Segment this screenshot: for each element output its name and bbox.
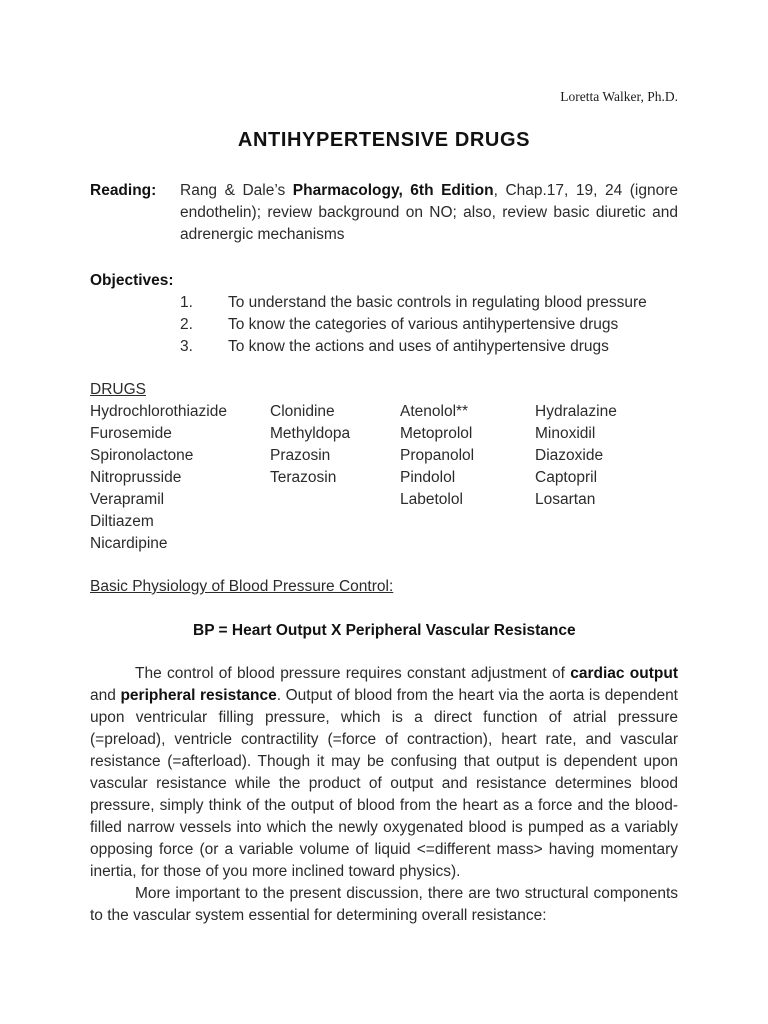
page-title: ANTIHYPERTENSIVE DRUGS [237,129,531,151]
drug-name: Diltiazem [90,513,154,530]
objective-text: To understand the basic controls in regulating blood pressure [228,294,647,311]
drug-name: Propanolol [400,447,475,464]
objective-item [90,314,678,336]
drug-column-2 [270,401,400,555]
reading-section [90,180,678,246]
body-paragraph-1 [90,663,678,883]
drug-name: Labetolol [400,491,463,508]
drug-column-4 [535,401,678,555]
reading-text [180,180,678,246]
bp-formula: BP = Heart Output X Peripheral Vascular Resistance [193,622,576,639]
bold-text-run: Pharmacology, 6th Edition [292,182,494,199]
drug-grid [90,401,678,555]
drug-name: Pindolol [400,469,456,486]
author-line: Loretta Walker, Ph.D. [560,89,678,104]
reading-label: Reading: [90,182,157,199]
text-run: Rang & Dale’s [180,182,293,199]
body-paragraph-2: More important to the present discussion, there are two structural components to the vascular system essential for determining overall resistance: [90,885,678,924]
drug-column-3 [400,401,535,555]
drug-name: Hydralazine [535,403,617,420]
drug-name: Prazosin [270,447,331,464]
drug-name: Terazosin [270,469,337,486]
drug-name: Losartan [535,491,596,508]
drug-column-1 [90,401,270,555]
drug-name: Furosemide [90,425,172,442]
drug-name: Nicardipine [90,535,168,552]
text-run: , Chap.17, 19, 24 (ignore endothelin); review background on NO; also, review basic diuretic and adrenergic mechanisms [180,182,678,243]
objective-item [90,292,678,314]
drug-name: Spironolactone [90,447,194,464]
drug-name: Hydrochlorothiazide [90,403,227,420]
objectives-list [90,292,678,358]
objective-number: 1. [180,294,193,311]
bold-text-run: cardiac output [570,665,678,682]
text-run: and [90,687,121,704]
drug-name: Nitroprusside [90,469,182,486]
text-run: The control of blood pressure requires constant adjustment of [135,665,571,682]
drugs-section [90,379,678,555]
objectives-label: Objectives: [90,272,174,289]
drug-name: Atenolol** [400,403,469,420]
drug-name: Captopril [535,469,598,486]
objective-text: To know the actions and uses of antihypertensive drugs [228,338,609,355]
drug-name: Clonidine [270,403,335,420]
drug-name: Methyldopa [270,425,351,442]
drug-name: Minoxidil [535,425,596,442]
drug-name: Verapramil [90,491,165,508]
bold-text-run: peripheral resistance [120,687,277,704]
text-run: . Output of blood from the heart via the aorta is dependent upon ventricular filling pressure, which is a direct function of atrial pressure (=preload), ventricle contractility (=force of contraction), heart rate, and vascular resistance (=afterload). Though it may be confusing that output is dependent upon vascular resistance while the product of output and resistance determines blood pressure, simply think of the output of blood from the heart as a force and the blood-filled narrow vessels into which the newly oxygenated blood is pumped as a variably opposing force (or a variable volume of liquid <=different mass> having momentary inertia, for those of you more inclined toward physics). [90,687,678,880]
drug-name: Metoprolol [400,425,473,442]
drug-name: Diazoxide [535,447,604,464]
physiology-heading: Basic Physiology of Blood Pressure Control: [90,578,394,595]
objective-text: To know the categories of various antihypertensive drugs [228,316,619,333]
objective-number: 3. [180,338,193,355]
objectives-section [90,270,678,358]
objective-number: 2. [180,316,193,333]
drugs-heading: DRUGS [90,381,146,398]
objective-item [90,336,678,358]
